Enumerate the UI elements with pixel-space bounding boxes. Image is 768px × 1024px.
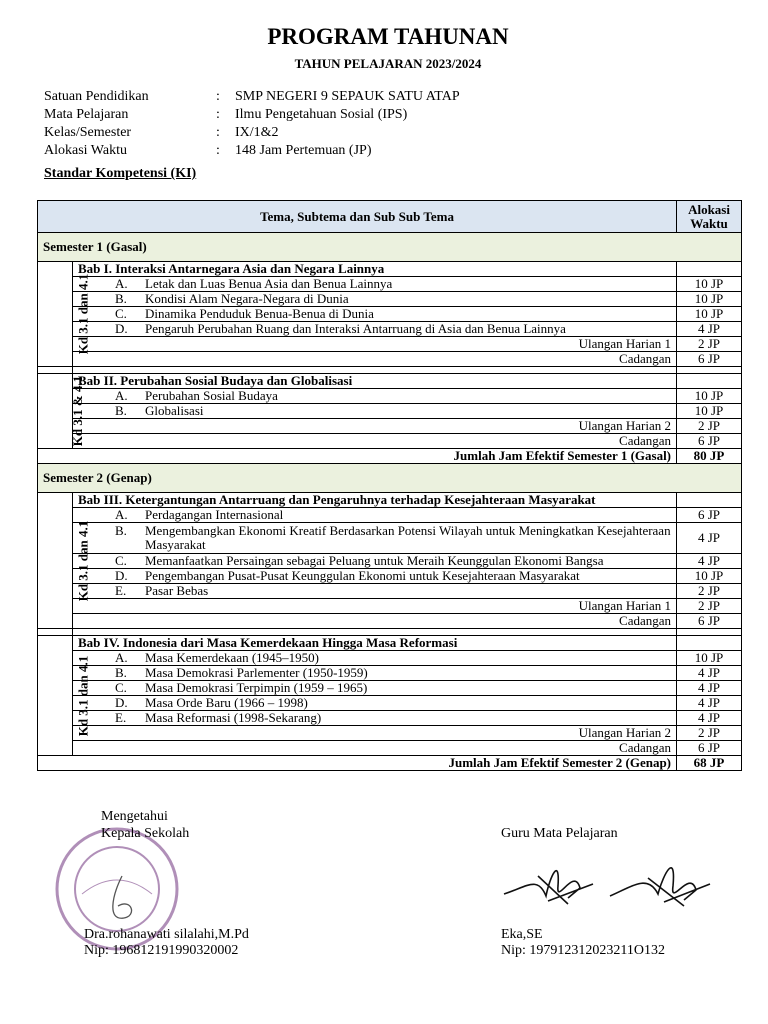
teacher-title: Guru Mata Pelajaran	[501, 826, 618, 841]
cadangan-jp: 6 JP	[677, 741, 742, 756]
topic-text: Masa Orde Baru (1966 – 1998)	[145, 695, 308, 710]
topic-cell	[73, 681, 677, 696]
kd-cell	[38, 262, 91, 367]
topic-cell	[73, 277, 677, 292]
topic-item	[78, 277, 671, 291]
topic-item	[78, 292, 671, 306]
ulangan-label: Ulangan Harian 1	[73, 599, 677, 614]
info-label: Mata Pelajaran	[44, 107, 129, 122]
topic-text: Globalisasi	[145, 403, 204, 418]
teacher-signature	[498, 846, 718, 916]
ulangan-jp: 2 JP	[677, 599, 742, 614]
semester-row	[38, 233, 742, 262]
chapter-title: Bab IV. Indonesia dari Masa Kemerdekaan Hingga Masa Reformasi	[73, 636, 677, 651]
topic-text: Masa Reformasi (1998-Sekarang)	[145, 710, 322, 725]
spacer-cell	[677, 367, 742, 374]
chapter-title-row	[38, 636, 742, 651]
kd-label: Kd 3.1 dan 4.1	[75, 520, 91, 601]
topic-jp: 4 JP	[677, 681, 742, 696]
topic-text: Pengembangan Pusat-Pusat Keunggulan Ekonomi untuk Kesejahteraan Masyarakat	[145, 568, 580, 583]
kd-cell	[38, 636, 91, 756]
topic-text: Perdagangan Internasional	[145, 507, 284, 522]
header-topic: Tema, Subtema dan Sub Sub Tema	[38, 201, 677, 233]
topic-letter: C.	[115, 306, 127, 321]
topic-letter: B.	[115, 291, 127, 306]
topic-row	[38, 404, 742, 419]
topic-letter: A.	[115, 650, 128, 665]
total-label: Jumlah Jam Efektif Semester 2 (Genap)	[38, 756, 677, 771]
topic-item	[78, 322, 671, 336]
topic-row	[38, 666, 742, 681]
cadangan-label: Cadangan	[73, 741, 677, 756]
info-value: Ilmu Pengetahuan Sosial (IPS)	[235, 107, 408, 122]
topic-row	[38, 307, 742, 322]
spacer-cell	[38, 367, 73, 374]
semester-1-label: Semester 1 (Gasal)	[38, 233, 742, 262]
topic-letter: A.	[115, 388, 128, 403]
semester-label: Semester 2 (Genap)	[38, 464, 742, 493]
kd-label: Kd 3.1 dan 4.1	[75, 655, 91, 736]
chapter-alloc	[677, 493, 742, 508]
ulangan-row	[38, 726, 742, 741]
topic-item	[78, 711, 671, 725]
topic-item	[78, 508, 671, 522]
info-row	[44, 88, 460, 106]
topic-row	[38, 554, 742, 569]
chapter-title-row	[38, 262, 742, 277]
topic-text: Masa Demokrasi Terpimpin (1959 – 1965)	[145, 680, 368, 695]
topic-cell	[73, 696, 677, 711]
teacher-nip: Nip: 197912312023211O132	[501, 943, 665, 958]
topic-jp: 4 JP	[677, 554, 742, 569]
principal-title: Kepala Sekolah	[101, 826, 190, 841]
info-value: SMP NEGERI 9 SEPAUK SATU ATAP	[235, 89, 460, 104]
sk-heading: Standar Kompetensi (KI)	[44, 166, 197, 181]
ulangan-jp: 2 JP	[677, 726, 742, 741]
cadangan-label: Cadangan	[73, 614, 677, 629]
header-alloc-line2: Waktu	[690, 215, 728, 231]
principal-name: Dra.rohanawati silalahi,M.Pd	[84, 927, 249, 942]
topic-row	[38, 508, 742, 523]
total-value: 80 JP	[677, 449, 742, 464]
topic-jp: 10 JP	[677, 389, 742, 404]
principal-nip: Nip: 196812191990320002	[84, 943, 239, 958]
topic-item	[78, 307, 671, 321]
total-row	[38, 756, 742, 771]
cadangan-row	[38, 352, 742, 367]
topic-item	[78, 696, 671, 710]
total-value: 68 JP	[677, 756, 742, 771]
topic-row	[38, 651, 742, 666]
topic-row	[38, 711, 742, 726]
kd-label: Kd 3.1 & 4.1	[70, 375, 86, 447]
topic-row	[38, 569, 742, 584]
topic-cell	[73, 569, 677, 584]
topic-text: Mengembangkan Ekonomi Kreatif Berdasarkan Potensi Wilayah untuk Meningkatkan Kesejahteraan Masyarakat	[145, 523, 671, 552]
topic-row	[38, 389, 742, 404]
topic-cell	[73, 523, 677, 554]
topic-item	[78, 569, 671, 583]
topic-text: Memanfaatkan Persaingan sebagai Peluang untuk Meraih Keunggulan Ekonomi Bangsa	[145, 553, 604, 568]
topic-letter: D.	[115, 321, 128, 336]
topic-row	[38, 681, 742, 696]
topic-jp: 4 JP	[677, 666, 742, 681]
topic-cell	[73, 389, 677, 404]
topic-jp: 10 JP	[677, 292, 742, 307]
topic-item	[78, 651, 671, 665]
identity-block	[44, 88, 460, 160]
header-alloc-line1: Alokasi	[688, 201, 730, 217]
topic-item	[78, 524, 671, 552]
doc-subtitle: TAHUN PELAJARAN 2023/2024	[294, 56, 482, 71]
info-row	[44, 124, 460, 142]
ulangan-label: Ulangan Harian 2	[73, 419, 677, 434]
cadangan-label: Cadangan	[73, 352, 677, 367]
ulangan-jp: 2 JP	[677, 337, 742, 352]
topic-item	[78, 666, 671, 680]
ulangan-label: Ulangan Harian 1	[73, 337, 677, 352]
info-value: 148 Jam Pertemuan (JP)	[235, 143, 372, 158]
info-colon: :	[216, 89, 220, 104]
signature-icon	[498, 846, 718, 916]
cadangan-jp: 6 JP	[677, 614, 742, 629]
topic-cell	[73, 404, 677, 419]
topic-cell	[73, 508, 677, 523]
topic-jp: 4 JP	[677, 322, 742, 337]
topic-cell	[73, 322, 677, 337]
kd-cell	[38, 374, 86, 449]
total-row	[38, 449, 742, 464]
topic-jp: 10 JP	[677, 404, 742, 419]
cadangan-jp: 6 JP	[677, 352, 742, 367]
topic-jp: 4 JP	[677, 711, 742, 726]
topic-jp: 10 JP	[677, 277, 742, 292]
topic-jp: 10 JP	[677, 651, 742, 666]
cadangan-row	[38, 434, 742, 449]
topic-text: Dinamika Penduduk Benua-Benua di Dunia	[145, 306, 374, 321]
topic-text: Pasar Bebas	[145, 583, 209, 598]
topic-letter: D.	[115, 568, 128, 583]
topic-cell	[73, 292, 677, 307]
topic-text: Kondisi Alam Negara-Negara di Dunia	[145, 291, 349, 306]
topic-item	[78, 554, 671, 568]
topic-jp: 2 JP	[677, 584, 742, 599]
topic-letter: A.	[115, 507, 128, 522]
info-label: Kelas/Semester	[44, 125, 132, 140]
topic-letter: B.	[115, 403, 127, 418]
topic-row	[38, 277, 742, 292]
approval-label: Mengetahui	[101, 809, 168, 824]
cadangan-row	[38, 614, 742, 629]
topic-cell	[73, 666, 677, 681]
topic-text: Pengaruh Perubahan Ruang dan Interaksi Antarruang di Asia dan Benua Lainnya	[145, 321, 566, 336]
ulangan-row	[38, 337, 742, 352]
topic-cell	[73, 307, 677, 322]
chapter-title: Bab II. Perubahan Sosial Budaya dan Globalisasi	[73, 374, 677, 389]
semester-row	[38, 464, 742, 493]
topic-letter: A.	[115, 276, 128, 291]
topic-letter: D.	[115, 695, 128, 710]
topic-row	[38, 523, 742, 554]
info-label: Satuan Pendidikan	[44, 89, 149, 104]
topic-row	[38, 584, 742, 599]
spacer-cell	[677, 629, 742, 636]
topic-letter: C.	[115, 553, 127, 568]
ulangan-row	[38, 419, 742, 434]
topic-row	[38, 322, 742, 337]
chapter-title: Bab I. Interaksi Antarnegara Asia dan Negara Lainnya	[73, 262, 677, 277]
topic-text: Masa Demokrasi Parlementer (1950-1959)	[145, 665, 368, 680]
topic-item	[78, 584, 671, 598]
cadangan-row	[38, 741, 742, 756]
chapter-title-row	[38, 374, 742, 389]
topic-jp: 10 JP	[677, 569, 742, 584]
topic-text: Masa Kemerdekaan (1945–1950)	[145, 650, 319, 665]
topic-letter: C.	[115, 680, 127, 695]
table-header-row	[38, 201, 742, 233]
header-alloc	[677, 201, 742, 233]
topic-row	[38, 292, 742, 307]
info-value: IX/1&2	[235, 125, 279, 140]
info-colon: :	[216, 143, 220, 158]
topic-jp: 10 JP	[677, 307, 742, 322]
topic-cell	[73, 711, 677, 726]
cadangan-label: Cadangan	[73, 434, 677, 449]
topic-letter: E.	[115, 710, 127, 725]
program-table	[37, 200, 742, 771]
kd-cell	[38, 493, 91, 629]
info-row	[44, 142, 460, 160]
teacher-name: Eka,SE	[501, 927, 543, 942]
topic-jp: 6 JP	[677, 508, 742, 523]
topic-item	[78, 681, 671, 695]
topic-jp: 4 JP	[677, 523, 742, 554]
chapter-title: Bab III. Ketergantungan Antarruang dan Pengaruhnya terhadap Kesejahteraan Masyarakat	[73, 493, 677, 508]
info-row	[44, 106, 460, 124]
topic-jp: 4 JP	[677, 696, 742, 711]
topic-row	[38, 696, 742, 711]
topic-letter: E.	[115, 583, 127, 598]
cadangan-jp: 6 JP	[677, 434, 742, 449]
chapter-alloc	[677, 374, 742, 389]
topic-text: Letak dan Luas Benua Asia dan Benua Lainnya	[145, 276, 393, 291]
info-label: Alokasi Waktu	[44, 143, 127, 158]
ulangan-row	[38, 599, 742, 614]
ulangan-label: Ulangan Harian 2	[73, 726, 677, 741]
topic-letter: B.	[115, 665, 127, 680]
total-label: Jumlah Jam Efektif Semester 1 (Gasal)	[38, 449, 677, 464]
spacer-cell	[38, 629, 73, 636]
chapter-alloc	[677, 636, 742, 651]
ulangan-jp: 2 JP	[677, 419, 742, 434]
topic-cell	[73, 584, 677, 599]
doc-title: PROGRAM TAHUNAN	[267, 24, 509, 49]
chapter-alloc	[677, 262, 742, 277]
topic-cell	[73, 651, 677, 666]
topic-cell	[73, 554, 677, 569]
kd-label: Kd 3.1 dan 4.1	[75, 273, 91, 355]
chapter-title-row	[38, 493, 742, 508]
info-colon: :	[216, 125, 220, 140]
topic-text: Perubahan Sosial Budaya	[145, 388, 278, 403]
info-colon: :	[216, 107, 220, 122]
topic-item	[78, 389, 671, 403]
topic-item	[78, 404, 671, 418]
topic-letter: B.	[115, 523, 127, 538]
